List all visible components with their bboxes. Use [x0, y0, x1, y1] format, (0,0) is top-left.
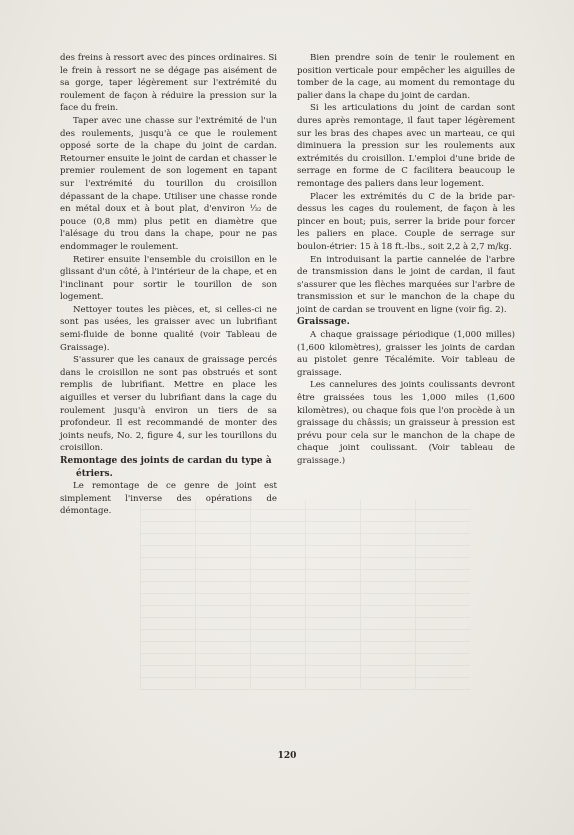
paragraph: Bien prendre soin de tenir le roulement en position verticale pour empêcher les aiguilles de tomber de la cage, au moment du remontage du palier dans la chape du joint de cardan. — [297, 53, 515, 101]
paragraph: Nettoyer toutes les pièces, et, si celles-ci ne sont pas usées, les graisser avec un lubrifiant semi-fluide de bonne qualité (voir Tableau de Graissage). — [60, 304, 277, 353]
paragraph: Placer les extrémités du C de la bride par-dessus les cages du roulement, de façon à les pincer en bout; puis, serrer la bride pour forcer les paliers en place. Couple de serrage sur boulon-étrier: 15 à 18 ft.-lbs., soit 2,2 à 2,7 m/kg. — [297, 191, 515, 252]
paragraph: Retirer ensuite l'ensemble du croisillon en le glissant d'un côté, à l'intérieur de la chape, et en l'inclinant pour sortir le tourillon de son logement. — [60, 254, 277, 303]
section-heading-graissage: Graissage. — [297, 317, 350, 328]
paragraph: Les cannelures des joints coulissants devront être graissées tous les 1,000 miles (1,600 kilomètres), ou chaque fois que l'on procède à un graissage du châssis; un graisseur à pression est prévu pour cela sur le manchon de la chape de chaque joint coulissant. (Voir tableau de graissage.) — [297, 380, 515, 466]
section-heading-remontage — [60, 455, 277, 480]
heading-line: étriers. — [76, 468, 113, 479]
paragraph: A chaque graissage périodique (1,000 milles) (1,600 kilomètres), graisser les joints de cardan au pistolet genre Técalémite. Voir tableau de graissage. — [297, 330, 515, 378]
page-number: 120 — [277, 751, 297, 761]
paragraph: des freins à ressort avec des pinces ordinaires. Si le frein à ressort ne se dégage pas aisément de sa gorge, taper légèrement sur l'extrémité du roulement de façon à réduire la pression sur la face du frein. — [60, 53, 277, 114]
right-column — [297, 52, 515, 468]
paragraph: Taper avec une chasse sur l'extrémité de l'un des roulements, jusqu'à ce que le roulement opposé sorte de la chape du joint de cardan. Retourner ensuite le joint de cardan et chasser le premier roulement de son logement en tapant sur l'extrémité du tourillon du croisillon dépassant de la chape. Utiliser une chasse ronde en métal doux et à bout plat, d'environ ⅟₃₂ de pouce (0,8 mm) plus petit en diamètre que l'alésage du trou dans la chape, pour ne pas endommager le roulement. — [60, 115, 277, 252]
show-through-table — [140, 500, 470, 690]
left-column — [60, 52, 277, 518]
paragraph: Si les articulations du joint de cardan sont dures après remontage, il faut taper légèrement sur les bras des chapes avec un marteau, ce qui diminuera la pression sur les roulements aux extrémités du croisillon. L'emploi d'une bride de serrage en forme de C facilitera beaucoup le remontage des paliers dans leur logement. — [297, 103, 515, 189]
paragraph: En introduisant la partie cannelée de l'arbre de transmission dans le joint de cardan, il faut s'assurer que les flèches marquées sur l'arbre de transmission et sur le manchon de la chape du joint de cardan se trouvent en ligne (voir fig. 2). — [297, 254, 515, 315]
heading-line: Remontage des joints de cardan du type à — [60, 456, 272, 466]
paragraph: S'assurer que les canaux de graissage percés dans le croisillon ne sont pas obstrués et sont remplis de lubrifiant. Mettre en place les aiguilles et verser du lubrifiant dans la cage du roulement jusqu'à environ un tiers de sa profondeur. Il est recommandé de monter des joints neufs, No. 2, figure 4, sur les tourillons du croisillon. — [60, 355, 277, 454]
paragraph: Le remontage de ce genre de joint est simplement l'inverse des opérations de démontage. — [60, 481, 277, 517]
